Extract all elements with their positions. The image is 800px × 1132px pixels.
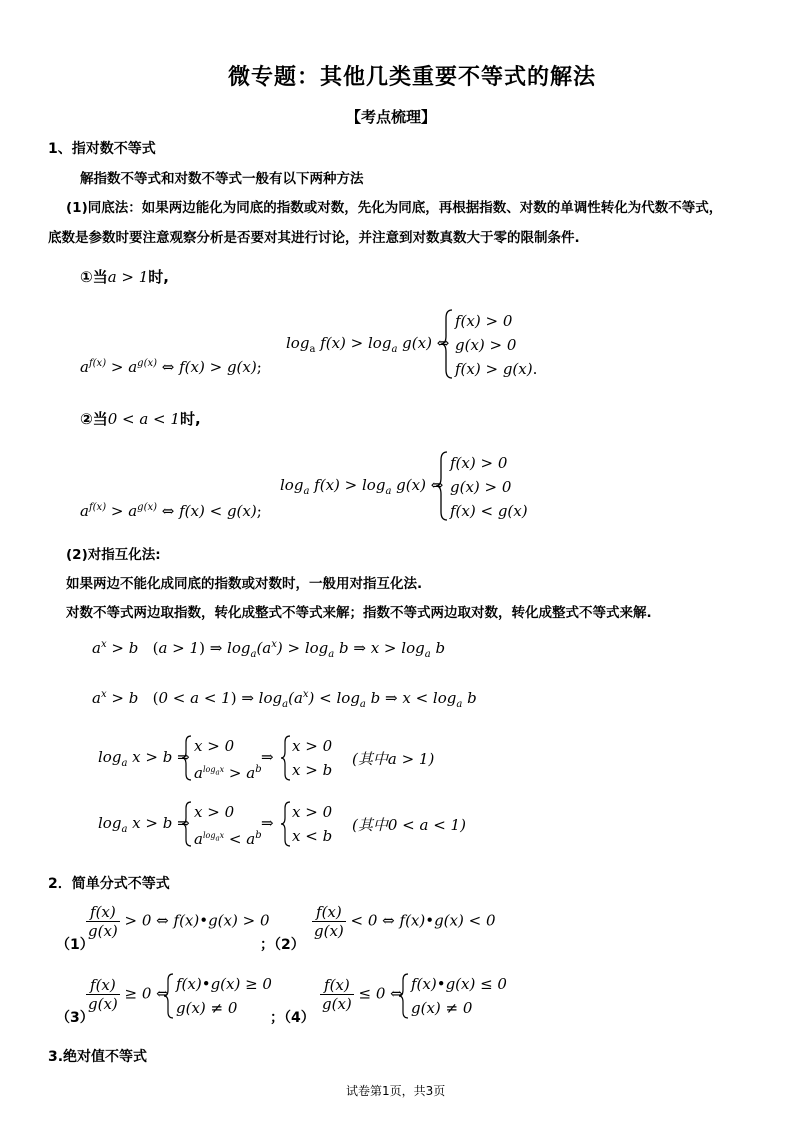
formula-exp-compare-1: $a^{f(x)} > a^{g(x)}$ ⇔ f(x) > g(x); (80, 358, 262, 376)
brace-3 (181, 734, 193, 782)
formula-exp-to-log-1: $a^x > b$ (a > 1) ⇒ $\log_a(a^x) > \log_a b$ ⇒ $x > \log_a b$ (92, 639, 446, 660)
brace-6 (280, 800, 292, 848)
formula-fraction-2: $\frac{f(x)}{g(x)}$ < 0 ⇔ f(x)•g(x) < 0 (314, 903, 496, 940)
method-1-line-1: (1)同底法：如果两边能化为同底的指数或对数，先化为同底，再根据指数、对数的单调性转化为代数不等式， (66, 200, 723, 216)
formula-exp-compare-2: $a^{f(x)} > a^{g(x)}$ ⇔ f(x) < g(x); (80, 502, 262, 520)
formula-fraction-4: $\frac{f(x)}{g(x)}$ ≤ 0 ⇔ (322, 976, 403, 1013)
item-3-label: （3） (56, 1010, 94, 1026)
formula-system-4: f(x)•g(x) ≤ 0 g(x) ≠ 0 (411, 975, 507, 1017)
case-1-label: ①当a > 1时, (80, 268, 169, 286)
formula-log-compare-1: $\log_a f(x) > \log_a g(x)$ ⇔ (286, 334, 450, 355)
formula-log-to-exp-1-mid: x > 0 $a^{log_ax} > a^b$ (194, 737, 262, 782)
section-3-heading: 3.绝对值不等式 (48, 1049, 148, 1065)
item-4-label: ；（4） (270, 1010, 315, 1026)
section-1-heading: 1、指对数不等式 (48, 141, 156, 157)
formula-log-to-exp-2-right: x > 0 x < b (292, 803, 333, 845)
method-1-line-2: 底数是参数时要注意观察分析是否要对其进行讨论，并注意到对数真数大于零的限制条件. (48, 230, 580, 246)
brace-5 (181, 800, 193, 848)
section-subtitle: 【考点梳理】 (346, 108, 437, 126)
note-2: (其中0 < a < 1) (352, 816, 466, 834)
implies-arrow-2: ⇒ (261, 814, 274, 832)
formula-log-to-exp-2-left: $\log_a x > b$ ⇒ (98, 814, 190, 835)
formula-log-to-exp-1-right: x > 0 x > b (292, 737, 333, 779)
section-2-heading: 2．简单分式不等式 (48, 876, 170, 892)
section-1-intro: 解指数不等式和对数不等式一般有以下两种方法 (80, 171, 364, 187)
formula-log-to-exp-2-mid: x > 0 $a^{log_ax} < a^b$ (194, 803, 262, 848)
method-2-line-2: 对数不等式两边取指数，转化成整式不等式来解；指数不等式两边取对数，转化成整式不等式来解. (66, 605, 652, 621)
page-title: 微专题：其他几类重要不等式的解法 (228, 65, 597, 90)
brace-8 (398, 972, 410, 1020)
formula-fraction-3: $\frac{f(x)}{g(x)}$ ≥ 0 ⇔ (88, 976, 169, 1013)
brace-2 (435, 450, 449, 522)
brace-1 (440, 308, 454, 380)
brace-4 (280, 734, 292, 782)
brace-7 (163, 972, 175, 1020)
formula-system-3: f(x)•g(x) ≥ 0 g(x) ≠ 0 (176, 975, 272, 1017)
formula-system-1: f(x) > 0 g(x) > 0 f(x) > g(x). (455, 312, 538, 378)
page-footer: 试卷第1页，共3页 (346, 1084, 446, 1098)
case-2-label: ②当0 < a < 1时, (80, 410, 201, 428)
formula-log-compare-2: $\log_a f(x) > \log_a g(x)$ ⇔ (280, 476, 444, 497)
formula-fraction-1: $\frac{f(x)}{g(x)}$ > 0 ⇔ f(x)•g(x) > 0 (88, 903, 270, 940)
method-2-line-1: 如果两边不能化成同底的指数或对数时，一般用对指互化法. (66, 576, 423, 592)
method-2-heading: (2)对指互化法: (66, 547, 161, 563)
note-1: (其中a > 1) (352, 750, 435, 768)
item-1-label: （1） (56, 937, 94, 953)
formula-log-to-exp-1-left: $\log_a x > b$ ⇒ (98, 748, 190, 769)
item-2-label: ；（2） (260, 937, 305, 953)
formula-exp-to-log-2: $a^x > b$ (0 < a < 1) ⇒ $\log_a(a^x) < \log_a b$ ⇒ $x < \log_a b$ (92, 689, 477, 710)
implies-arrow-1: ⇒ (261, 748, 274, 766)
formula-system-2: f(x) > 0 g(x) > 0 f(x) < g(x) (450, 454, 528, 520)
